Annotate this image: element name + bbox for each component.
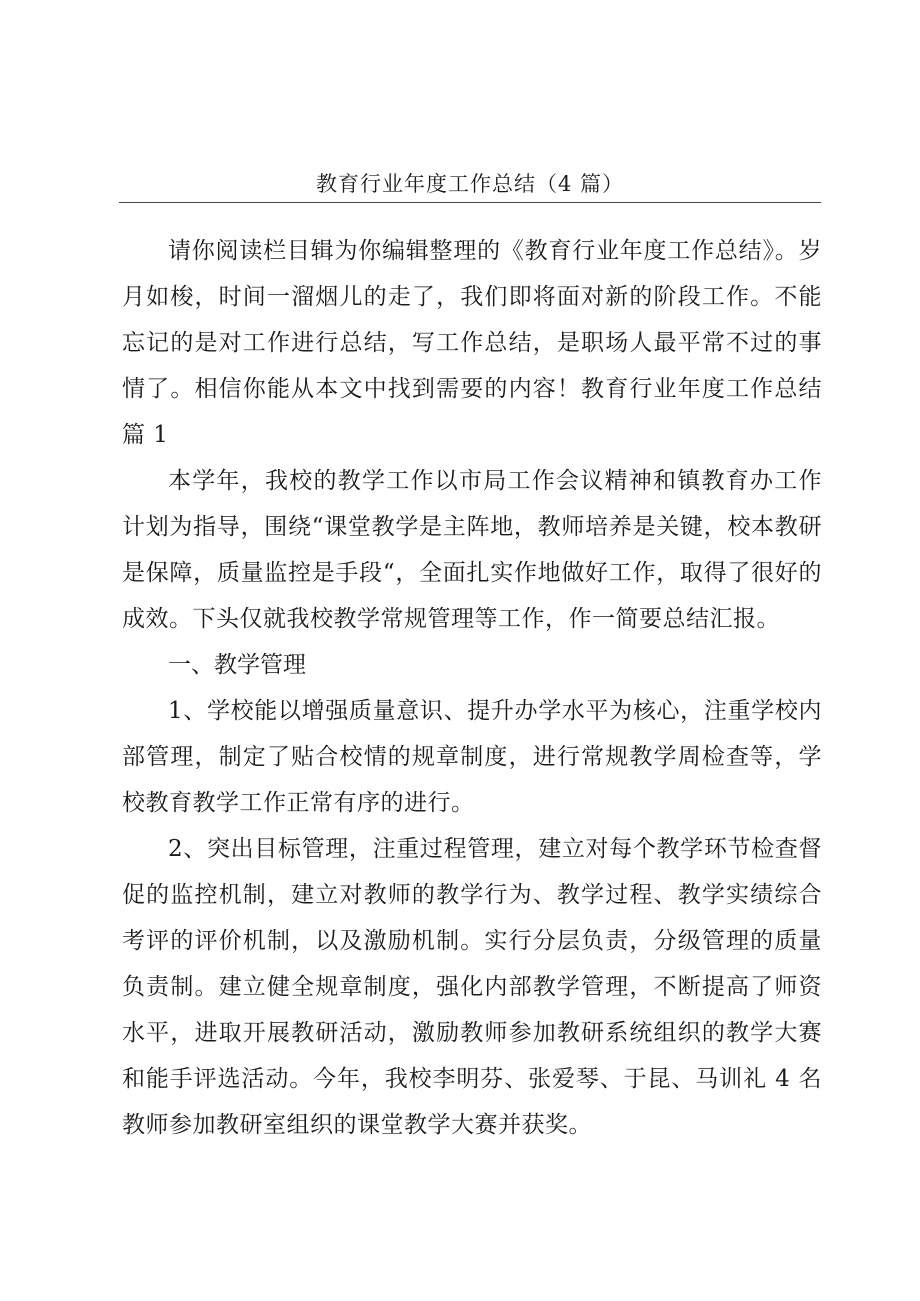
- item-paragraph-1: 1、学校能以增强质量意识、提升办学水平为核心，注重学校内部管理，制定了贴合校情的规章制度，进行常规教学周检查等，学校教育教学工作正常有序的进行。: [122, 698, 822, 816]
- title-underline: [119, 202, 821, 203]
- document-body: [122, 228, 822, 1148]
- document-title: 教育行业年度工作总结（4 篇）: [315, 172, 625, 196]
- summary-paragraph: 本学年，我校的教学工作以市局工作会议精神和镇教育办工作计划为指导，围绕“课堂教学是主阵地，教师培养是关键，校本教研是保障，质量监控是手段“，全面扎实作地做好工作，取得了很好的成效。下头仅就我校教学常规管理等工作，作一简要总结汇报。: [122, 468, 822, 632]
- intro-paragraph: 请你阅读栏目辑为你编辑整理的《教育行业年度工作总结》。岁月如梭，时间一溜烟儿的走了，我们即将面对新的阶段工作。不能忘记的是对工作进行总结，写工作总结，是职场人最平常不过的事情了。相信你能从本文中找到需要的内容！教育行业年度工作总结篇 1: [122, 238, 822, 448]
- section-heading-teaching-management: 一、教学管理: [168, 652, 306, 678]
- item-paragraph-2: 2、突出目标管理，注重过程管理，建立对每个教学环节检查督促的监控机制，建立对教师的教学行为、教学过程、教学实绩综合考评的评价机制，以及激励机制。实行分层负责，分级管理的质量负责制。建立健全规章制度，强化内部教学管理，不断提高了师资水平，进取开展教研活动，激励教师参加教研系统组织的教学大赛和能手评选活动。今年，我校李明芬、张爱琴、于昆、马训礼 4 名教师参加教研室组织的课堂教学大赛并获奖。: [122, 836, 822, 1138]
